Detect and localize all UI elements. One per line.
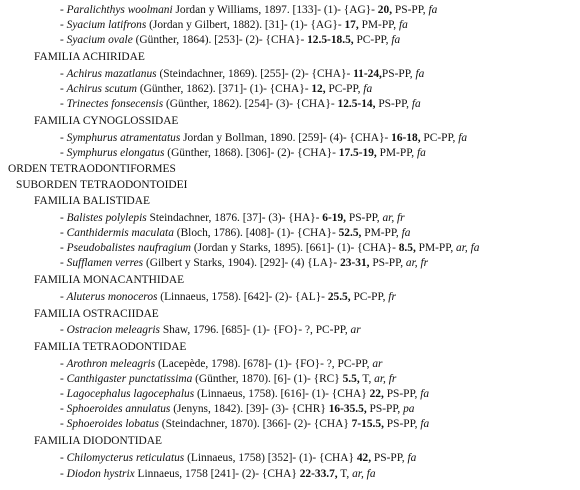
size-range: 22,: [369, 388, 384, 400]
species-citation: (Linnaeus, 1758). [642]- (2)- {AL}-: [157, 291, 328, 303]
species-entry: [60, 290, 396, 304]
category-code: ar, fr: [405, 257, 429, 269]
entry-dash: -: [60, 257, 67, 269]
size-range: 16-18,: [391, 132, 421, 144]
size-range: 17,: [344, 19, 359, 31]
size-range: 8.5,: [398, 242, 416, 254]
species-citation: (Lacepède, 1798). [678]- (1)- {FO}- ?, PC-PP,: [155, 358, 373, 370]
species-name: Balistes polylepis: [66, 212, 147, 224]
entry-dash: -: [60, 373, 67, 385]
species-entry: [60, 146, 426, 160]
entry-dash: -: [60, 324, 67, 336]
species-entry: [60, 82, 372, 96]
zone-info: PS-PP,: [381, 68, 416, 80]
zone-info: PM-PP,: [358, 19, 399, 31]
size-range: 23-31,: [340, 257, 370, 269]
category-code: fa: [428, 4, 438, 16]
category-code: fa: [415, 68, 425, 80]
species-name: Chilomycterus reticulatus: [66, 452, 185, 464]
species-name: Canthidermis maculata: [66, 227, 174, 239]
species-name: Achirus mazatlanus: [66, 68, 157, 80]
species-name: Lagocephalus lagocephalus: [66, 388, 195, 400]
entry-dash: -: [60, 83, 67, 95]
species-entry: [60, 451, 416, 465]
species-name: Sufflamen verres: [66, 257, 144, 269]
entry-dash: -: [60, 212, 67, 224]
size-range: 11-24,: [353, 68, 382, 80]
zone-info: PM-PP,: [415, 242, 457, 254]
species-citation: (Günther, 1862). [371]- (1)- {CHA}-: [137, 83, 312, 95]
size-range: 6-19,: [322, 212, 347, 224]
zone-info: PS-PP,: [371, 452, 408, 464]
species-entry: [60, 323, 361, 337]
zone-info: PS-PP,: [383, 388, 421, 400]
zone-info: PC-PP,: [350, 291, 389, 303]
familia-heading: FAMILIA BALISTIDAE: [34, 195, 150, 207]
species-entry: [60, 131, 467, 145]
species-name: Arothron meleagris: [66, 358, 156, 370]
species-name: Trinectes fonsecensis: [66, 98, 164, 110]
species-citation: (Günther, 1870). [6]- (1)- {RC}: [192, 373, 343, 385]
size-range: 52.5,: [338, 227, 362, 239]
suborden-heading: SUBORDEN TETRAODONTOIDEI: [16, 179, 188, 191]
zone-info: T,: [359, 373, 375, 385]
species-entry: [60, 357, 382, 371]
familia-heading: FAMILIA CYNOGLOSSIDAE: [34, 115, 179, 127]
category-code: ar, fr: [374, 373, 397, 385]
entry-dash: -: [60, 19, 67, 31]
size-range: 17.5-19,: [338, 147, 377, 159]
entry-dash: -: [60, 418, 67, 430]
zone-info: PS-PP,: [392, 4, 429, 16]
species-name: Aluterus monoceros: [66, 291, 158, 303]
species-citation: Jordan y Williams, 1897. [133]- (1)- {AG}-: [172, 4, 378, 16]
species-entry: [60, 256, 428, 270]
category-code: fa: [416, 147, 426, 159]
species-name: Achirus scutum: [66, 83, 137, 95]
zone-info: PM-PP,: [361, 227, 402, 239]
species-citation: (Linnaeus, 1758). [616]- (1)- {CHA}: [194, 388, 370, 400]
zone-info: PS-PP,: [383, 418, 421, 430]
species-citation: (Jordan y Starks, 1895). [661]- (1)- {CHA}-: [191, 242, 399, 254]
size-range: 12.5-14,: [337, 98, 376, 110]
entry-dash: -: [60, 34, 67, 46]
species-citation: (Steindachner, 1869). [255]- (2)- {CHA}-: [156, 68, 354, 80]
entry-dash: -: [60, 68, 67, 80]
category-code: fa: [401, 227, 411, 239]
species-citation: (Günther, 1864). [253]- (2)- {CHA}-: [132, 34, 308, 46]
species-name: Symphurus atramentatus: [66, 132, 181, 144]
species-entry: [60, 241, 479, 255]
zone-info: PC-PP,: [420, 132, 459, 144]
species-name: Syacium latifrons: [66, 19, 147, 31]
entry-dash: -: [60, 132, 67, 144]
category-code: fa: [458, 132, 468, 144]
species-entry: [60, 33, 400, 47]
species-name: Ostracion meleagris: [66, 324, 160, 336]
species-citation: Steindachner, 1876. [37]- (3)- {HA}-: [146, 212, 323, 224]
entry-dash: -: [60, 98, 67, 110]
species-citation: Linnaeus, 1758 [241]- (2)- {CHA}: [134, 468, 300, 480]
familia-heading: FAMILIA DIODONTIDAE: [34, 435, 162, 447]
species-entry: [60, 3, 437, 17]
species-name: Canthigaster punctatissima: [66, 373, 193, 385]
species-citation: Shaw, 1796. [685]- (1)- {FO}- ?, PC-PP,: [160, 324, 351, 336]
zone-info: T,: [337, 468, 353, 480]
familia-heading: FAMILIA TETRAODONTIDAE: [34, 341, 187, 353]
category-code: ar, fa: [456, 242, 480, 254]
species-name: Sphoeroides lobatus: [66, 418, 159, 430]
species-citation: (Jenyns, 1842). [39]- (3)- {CHR}: [170, 403, 329, 415]
species-citation: (Jordan y Gilbert, 1882). [31]- (1)- {AG}-: [146, 19, 345, 31]
species-name: Diodon hystrix: [66, 468, 135, 480]
species-name: Symphurus elongatus: [66, 147, 165, 159]
entry-dash: -: [60, 227, 67, 239]
size-range: 25.5,: [327, 291, 351, 303]
size-range: 22-33.7,: [299, 468, 338, 480]
entry-dash: -: [60, 468, 67, 480]
category-code: pa: [403, 403, 415, 415]
species-citation: (Linnaeus, 1758) [352]- (1)- {CHA}: [184, 452, 357, 464]
familia-heading: FAMILIA OSTRACIIDAE: [34, 308, 159, 320]
category-code: fa: [411, 98, 421, 110]
species-entry: [60, 18, 408, 32]
size-range: 42,: [356, 452, 372, 464]
category-code: fa: [398, 19, 408, 31]
entry-dash: -: [60, 388, 67, 400]
category-code: fr: [388, 291, 396, 303]
category-code: ar, fr: [382, 212, 405, 224]
size-range: 12.5-18.5,: [307, 34, 354, 46]
category-code: fa: [391, 34, 401, 46]
size-range: 5.5,: [342, 373, 360, 385]
category-code: ar, fa: [352, 468, 376, 480]
orden-heading: ORDEN TETRAODONTIFORMES: [8, 163, 176, 175]
species-citation: (Günther, 1868). [306]- (2)- {CHA}-: [164, 147, 339, 159]
entry-dash: -: [60, 291, 67, 303]
size-range: 20,: [377, 4, 393, 16]
species-entry: [60, 67, 424, 81]
species-name: Paralichthys woolmani: [66, 4, 173, 16]
species-citation: (Bloch, 1786). [408]- (1)- {CHA}-: [173, 227, 339, 239]
species-citation: (Steindachner, 1870). [366]- (2)- {CHA}: [158, 418, 352, 430]
species-name: Pseudobalistes naufragium: [66, 242, 192, 254]
species-entry: [60, 226, 410, 240]
species-entry: [60, 372, 396, 386]
species-entry: [60, 417, 429, 431]
species-name: Syacium ovale: [66, 34, 133, 46]
category-code: fa: [420, 388, 430, 400]
category-code: ar: [350, 324, 361, 336]
category-code: fa: [420, 418, 430, 430]
zone-info: PS-PP,: [375, 98, 412, 110]
category-code: fa: [363, 83, 373, 95]
zone-info: PS-PP,: [346, 212, 383, 224]
entry-dash: -: [60, 358, 67, 370]
entry-dash: -: [60, 403, 67, 415]
species-entry: [60, 387, 429, 401]
entry-dash: -: [60, 4, 67, 16]
zone-info: PS-PP,: [369, 257, 406, 269]
species-entry: [60, 211, 405, 225]
zone-info: PM-PP,: [376, 147, 417, 159]
species-name: Sphoeroides annulatus: [66, 403, 171, 415]
zone-info: PC-PP,: [325, 83, 364, 95]
familia-heading: FAMILIA MONACANTHIDAE: [34, 274, 185, 286]
species-citation: Jordan y Bollman, 1890. [259]- (4)- {CHA}-: [180, 132, 392, 144]
size-range: 16-35.5,: [328, 403, 367, 415]
zone-info: PC-PP,: [353, 34, 392, 46]
species-entry: [60, 97, 421, 111]
entry-dash: -: [60, 147, 67, 159]
category-code: ar: [372, 358, 383, 370]
species-citation: (Günther, 1862). [254]- (3)- {CHA}-: [163, 98, 338, 110]
size-range: 7-15.5,: [351, 418, 384, 430]
zone-info: PS-PP,: [366, 403, 404, 415]
species-entry: [60, 402, 414, 416]
familia-heading: FAMILIA ACHIRIDAE: [34, 51, 145, 63]
entry-dash: -: [60, 452, 67, 464]
category-code: fa: [407, 452, 417, 464]
species-citation: (Gilbert y Starks, 1904). [292]- (4) {LA}-: [143, 257, 341, 269]
entry-dash: -: [60, 242, 67, 254]
size-range: 12,: [311, 83, 326, 95]
species-entry: [60, 467, 376, 481]
